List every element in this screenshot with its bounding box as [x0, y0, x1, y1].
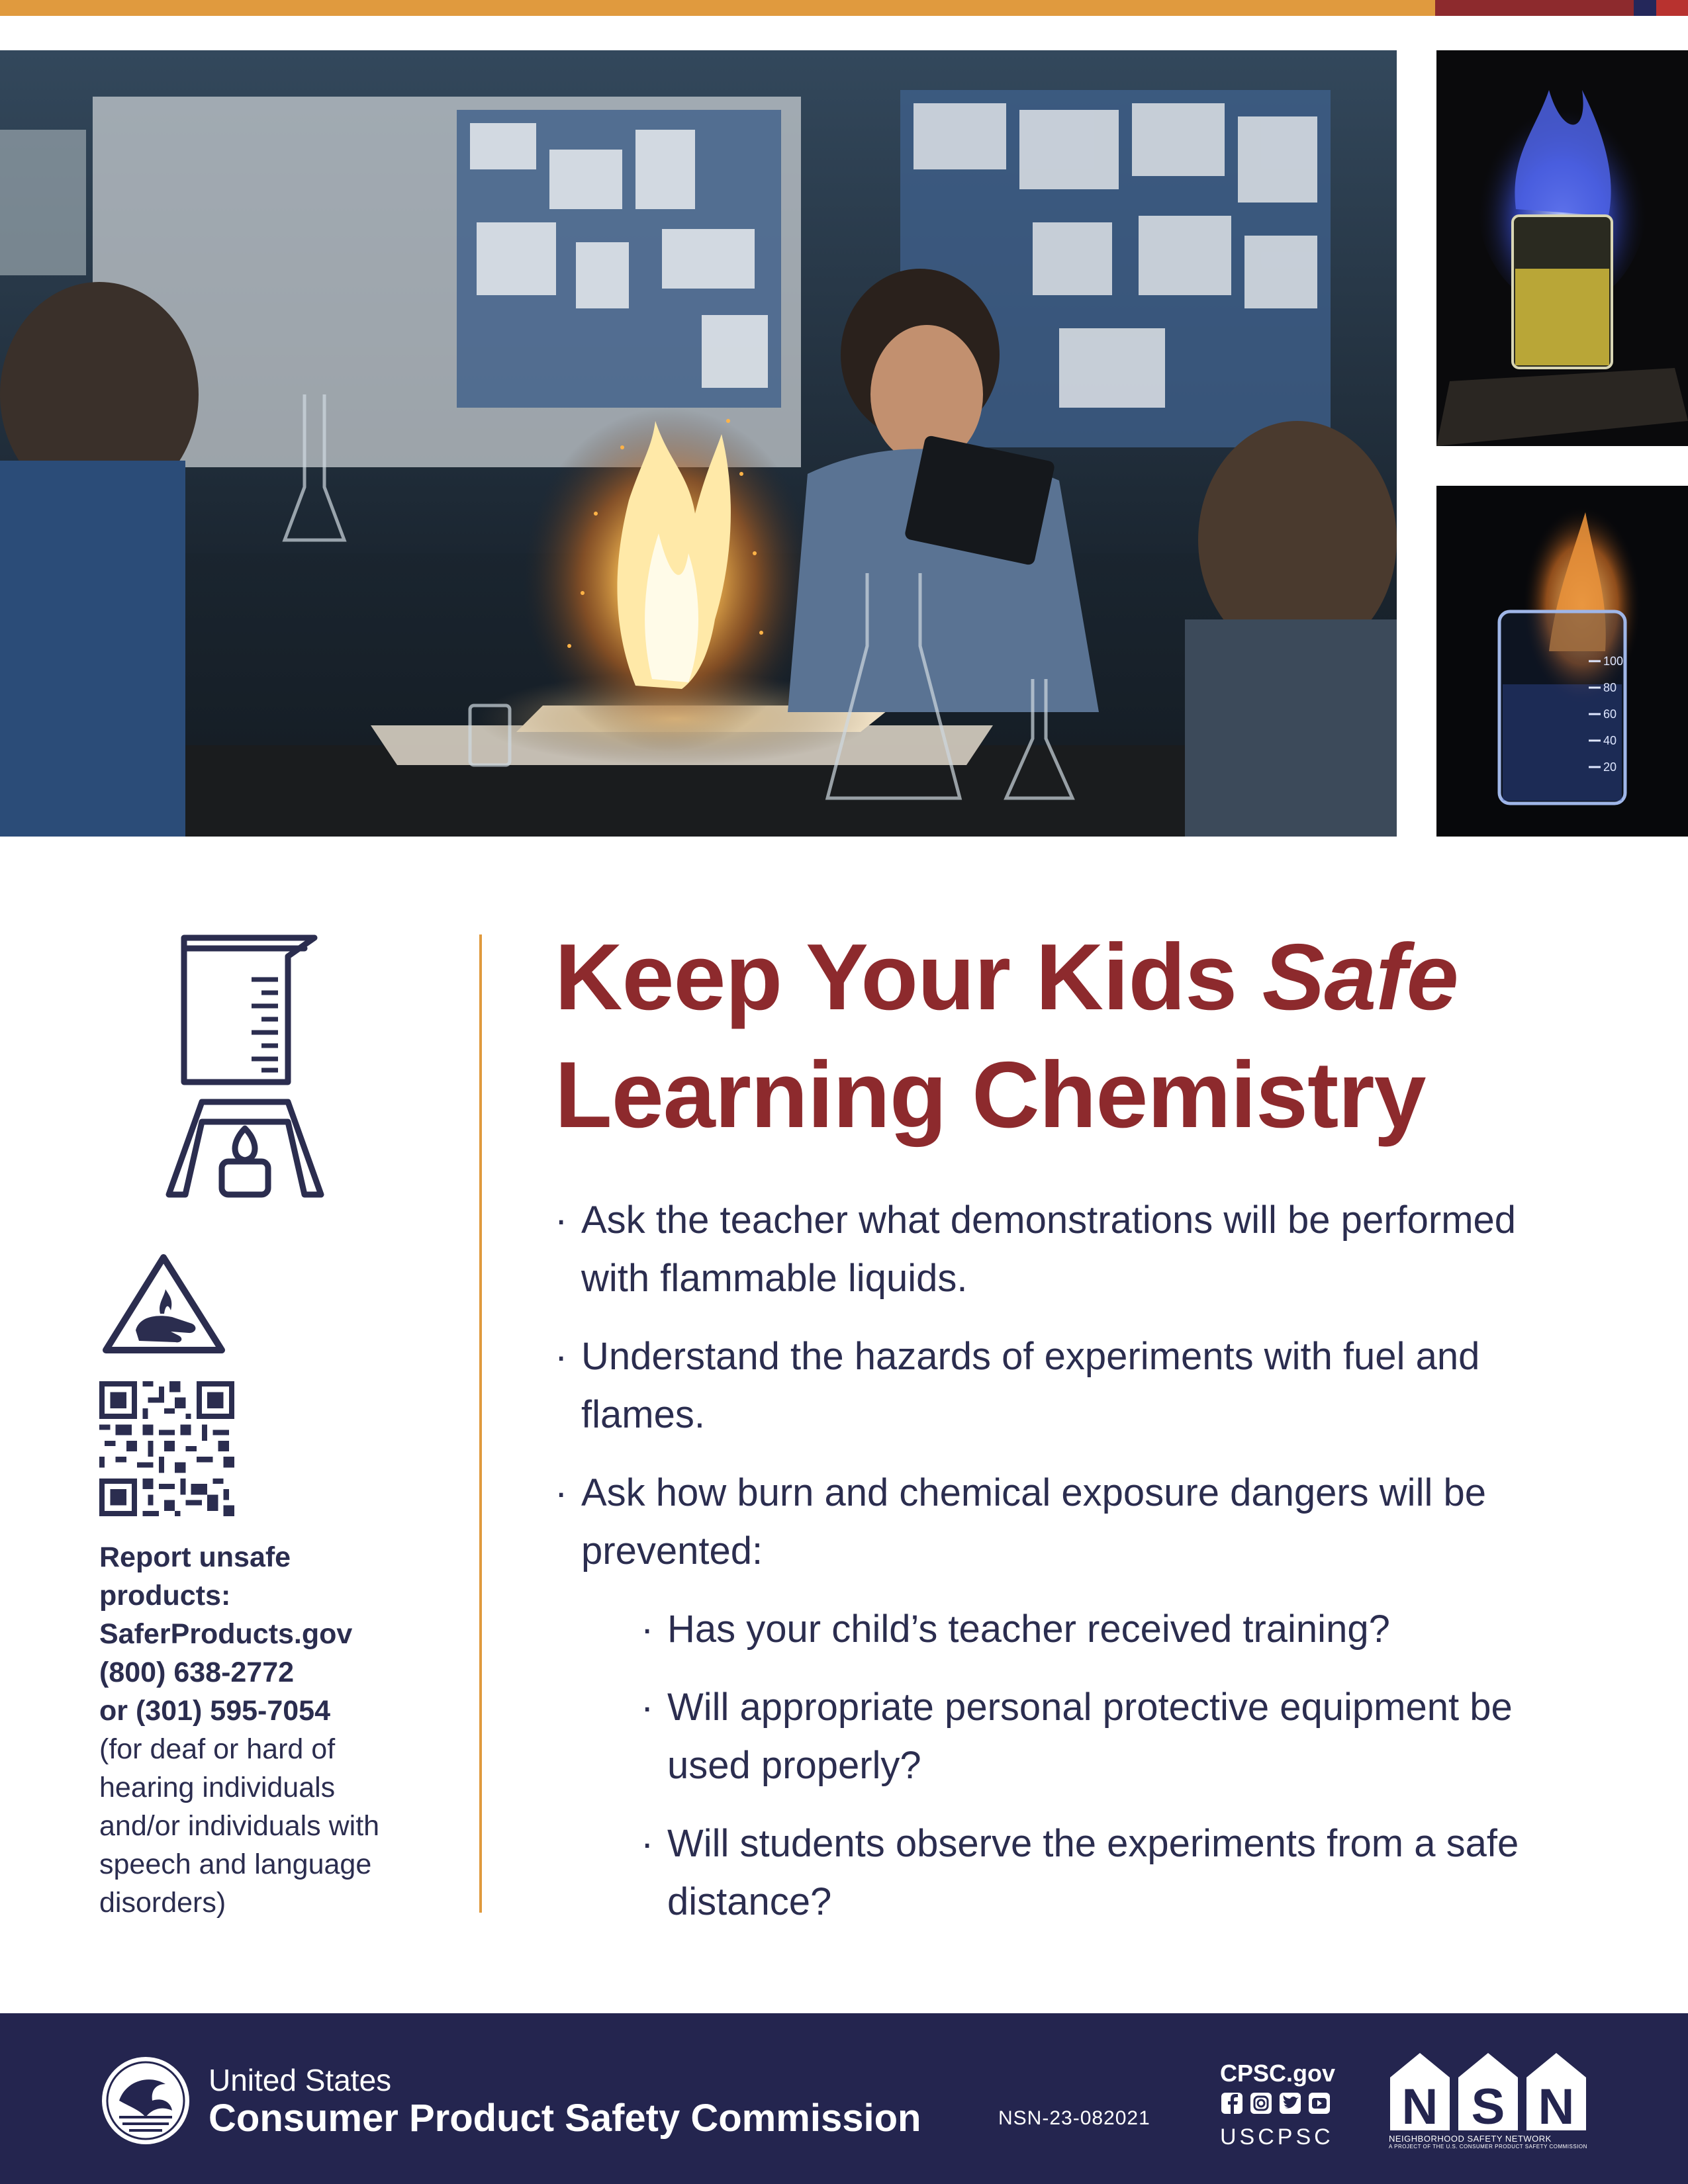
vertical-divider	[479, 934, 482, 1913]
safety-tips-list	[555, 1191, 1587, 1951]
beaker-mark-20: 20	[1603, 760, 1617, 774]
tip-text-2: Understand the hazards of experiments with fuel and flames.	[581, 1335, 1480, 1436]
qr-code-icon[interactable]	[99, 1381, 234, 1516]
bullet-dot: ·	[555, 1335, 568, 1378]
page-title	[555, 919, 1647, 1154]
nsn-letter-3: N	[1538, 2079, 1575, 2134]
nsn-tagline	[1389, 2134, 1594, 2150]
nsn-letter-1: N	[1401, 2079, 1438, 2134]
top-color-stripe	[0, 0, 1688, 16]
title-line-1	[555, 919, 1647, 1036]
classroom-fire-demo-photo	[0, 50, 1397, 837]
bullet-dot: ·	[641, 1822, 654, 1865]
agency-name-line-1: United States	[209, 2063, 392, 2097]
stripe-red-end	[1656, 0, 1688, 16]
report-line-1: Report unsafe	[99, 1541, 291, 1573]
beaker-mark-100: 100	[1603, 655, 1624, 668]
nsn-letter-2: S	[1471, 2079, 1505, 2134]
nsn-tagline-sub: A PROJECT OF THE U.S. CONSUMER PRODUCT SAFETY COMMISSION	[1389, 2144, 1587, 2150]
report-note-5: disorders)	[99, 1887, 226, 1919]
burn-hazard-warning-icon	[99, 1251, 228, 1357]
sub-tip-text-2: Will appropriate personal protective equipment be used properly?	[667, 1686, 1513, 1787]
sub-tip-text-3: Will students observe the experiments from a safe distance?	[667, 1822, 1519, 1923]
title-emphasis: Safe	[1262, 925, 1458, 1030]
bullet-dot: ·	[641, 1686, 654, 1729]
beaker-mark-40: 40	[1603, 734, 1617, 747]
stripe-navy	[1634, 0, 1656, 16]
bullet-dot: ·	[555, 1199, 568, 1242]
report-note-4: speech and language	[99, 1848, 372, 1880]
social-handle: USCPSC	[1220, 2124, 1334, 2150]
list-item	[555, 1464, 1587, 1580]
sub-list-item	[641, 1600, 1587, 1659]
beaker-flame-photo	[1436, 486, 1688, 837]
cpsc-website-link[interactable]: CPSC.gov	[1220, 2060, 1336, 2087]
list-item	[555, 1328, 1587, 1444]
beaker-mark-80: 80	[1603, 681, 1617, 694]
tip-text-1: Ask the teacher what demonstrations will be performed with flammable liquids.	[581, 1199, 1517, 1300]
instagram-icon[interactable]	[1250, 2093, 1272, 2114]
report-line-2: products:	[99, 1580, 231, 1612]
document-id: NSN-23-082021	[998, 2107, 1150, 2129]
social-icons	[1220, 2090, 1339, 2116]
bullet-dot: ·	[641, 1608, 654, 1651]
twitter-icon[interactable]	[1280, 2093, 1301, 2114]
title-line-2: Learning Chemistry	[555, 1042, 1426, 1148]
footer-bar	[0, 2013, 1688, 2184]
nsn-tagline-main: NEIGHBORHOOD SAFETY NETWORK	[1389, 2134, 1552, 2144]
cpsc-seal-icon	[99, 2054, 192, 2147]
report-note-3: and/or individuals with	[99, 1810, 380, 1842]
safer-products-link[interactable]: SaferProducts.gov	[99, 1618, 353, 1650]
list-item	[555, 1191, 1587, 1308]
agency-name-line-2: Consumer Product Safety Commission	[209, 2097, 921, 2140]
report-note-1: (for deaf or hard of	[99, 1733, 336, 1765]
phone-number-2[interactable]: or (301) 595-7054	[99, 1695, 330, 1727]
report-contact-info	[99, 1538, 444, 1922]
phone-number-1[interactable]: (800) 638-2772	[99, 1657, 295, 1688]
sub-tip-text-1: Has your child’s teacher received training?	[667, 1608, 1390, 1651]
beaker-blue-flame-photo	[1436, 50, 1688, 446]
stripe-red	[1435, 0, 1634, 16]
sub-list-item	[641, 1815, 1587, 1931]
sub-list-item	[641, 1678, 1587, 1795]
stripe-orange	[0, 0, 1435, 16]
tip-text-3: Ask how burn and chemical exposure dangers will be prevented:	[581, 1471, 1486, 1572]
facebook-icon[interactable]	[1221, 2093, 1243, 2114]
youtube-icon[interactable]	[1309, 2093, 1330, 2114]
beaker-mark-60: 60	[1603, 707, 1617, 721]
bullet-dot: ·	[555, 1471, 568, 1514]
report-note-2: hearing individuals	[99, 1772, 336, 1803]
title-part-1: Keep Your Kids	[555, 925, 1262, 1030]
beaker-burner-icon	[152, 930, 338, 1208]
